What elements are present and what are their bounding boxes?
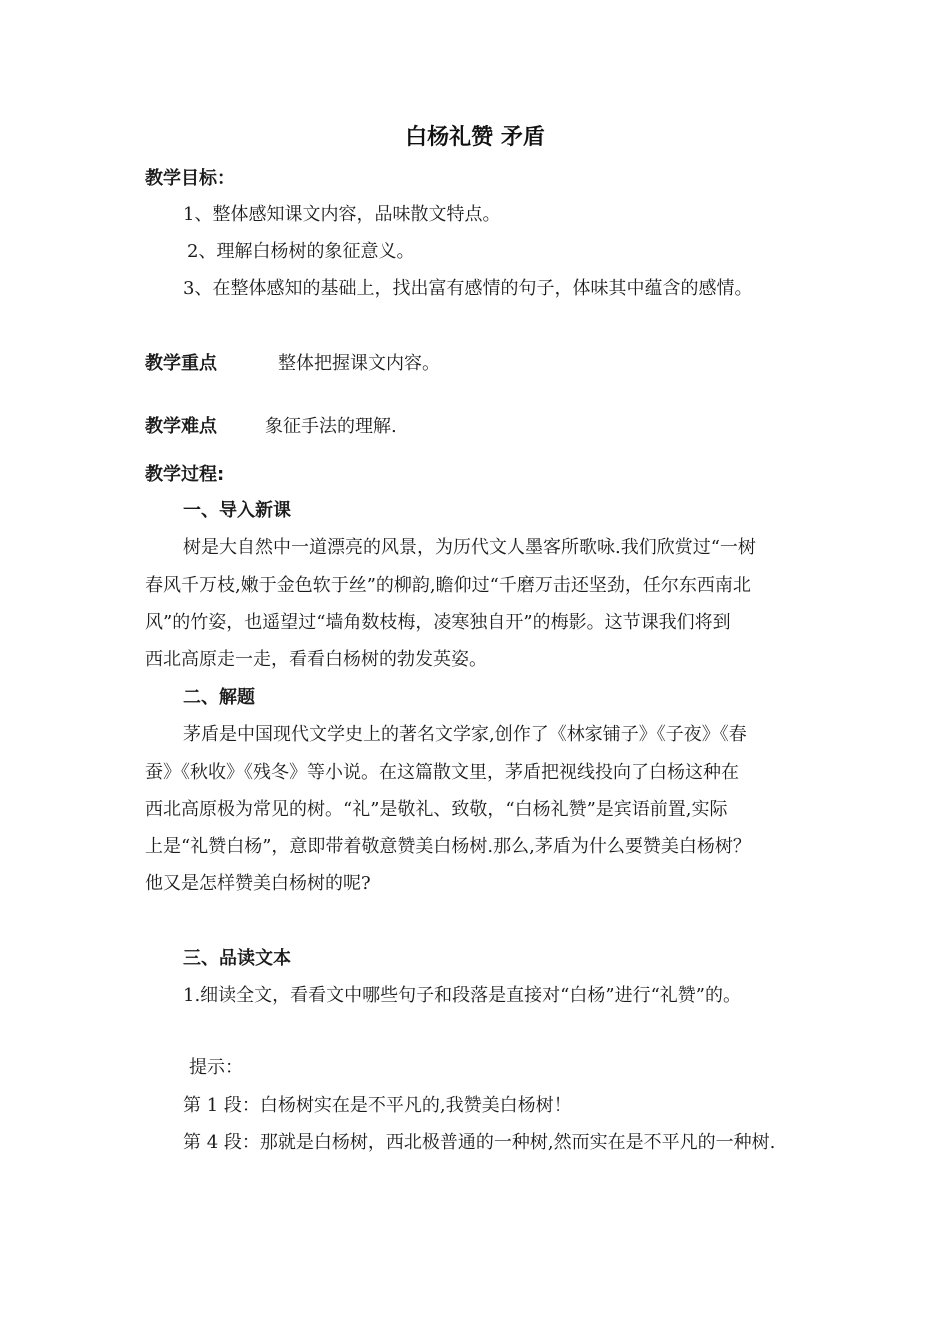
objective-item: 1、整体感知课文内容，品味散文特点。 — [183, 204, 501, 225]
hint-item: 第 1 段：白杨树实在是不平凡的,我赞美白杨树！ — [183, 1095, 572, 1116]
hint-item: 第 4 段：那就是白杨树，西北极普通的一种树,然而实在是不平凡的一种树. — [183, 1132, 776, 1153]
hint-label: 提示： — [189, 1057, 243, 1078]
paragraph-line: 蚕》《秋收》《残冬》等小说。在这篇散文里，茅盾把视线投向了白杨这种在 — [145, 762, 739, 783]
objective-item: 2、理解白杨树的象征意义。 — [187, 241, 415, 262]
difficulty-text: 象征手法的理解. — [265, 416, 397, 437]
reading-task: 1.细读全文，看看文中哪些句子和段落是直接对“白杨”进行“礼赞”的。 — [183, 985, 741, 1006]
objectives-heading: 教学目标： — [145, 168, 235, 189]
paragraph-line: 风”的竹姿，也遥望过“墙角数枝梅，凌寒独自开”的梅影。这节课我们将到 — [145, 612, 731, 633]
objective-item: 3、在整体感知的基础上，找出富有感情的句子，体味其中蕴含的感情。 — [183, 278, 753, 299]
paragraph-line: 茅盾是中国现代文学史上的著名文学家,创作了《林家铺子》《子夜》《春 — [183, 724, 747, 745]
section-heading-reading: 三、品读文本 — [183, 948, 291, 969]
paragraph-line: 西北高原极为常见的树。“礼”是敬礼、致敬，“白杨礼赞”是宾语前置,实际 — [145, 799, 728, 820]
paragraph-line: 他又是怎样赞美白杨树的呢? — [145, 873, 371, 894]
key-point-label: 教学重点 — [145, 353, 217, 374]
document-title: 白杨礼赞 矛盾 — [405, 125, 545, 150]
difficulty-label: 教学难点 — [145, 416, 217, 437]
paragraph-line: 西北高原走一走，看看白杨树的勃发英姿。 — [145, 649, 487, 670]
paragraph-line: 春风千万枝,嫩于金色软于丝”的柳韵,瞻仰过“千磨万击还坚劲，任尔东西南北 — [145, 575, 751, 596]
key-point-text: 整体把握课文内容。 — [278, 353, 440, 374]
section-heading-intro: 一、导入新课 — [183, 500, 291, 521]
paragraph-line: 上是“礼赞白杨”，意即带着敬意赞美白杨树.那么,茅盾为什么要赞美白杨树？ — [145, 836, 751, 857]
section-heading-title: 二、解题 — [183, 687, 255, 708]
process-heading: 教学过程: — [145, 464, 225, 485]
paragraph-line: 树是大自然中一道漂亮的风景，为历代文人墨客所歌咏.我们欣赏过“一树 — [183, 537, 756, 558]
